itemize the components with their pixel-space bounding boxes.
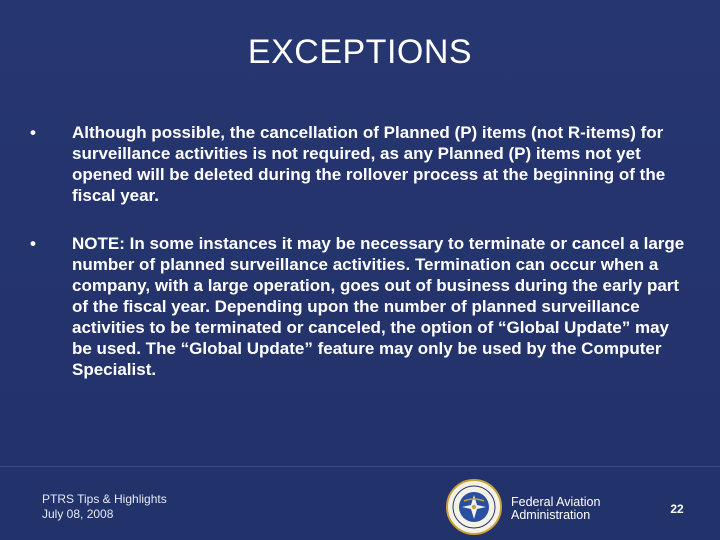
presentation-title: PTRS Tips & Highlights: [42, 492, 167, 506]
bullet-text: NOTE: In some instances it may be necessary to terminate or cancel a large number of planned surveillance activities. Termination can occur when a company, with a large operation, goes out of business during the early part of the fiscal year. Depending upon the number of planned surveillance activities to be terminated or canceled, the option of “Global Update” may be used. The “Global Update” feature may only be used by the Computer Specialist.: [72, 234, 685, 379]
presentation-date: July 08, 2008: [42, 507, 114, 521]
bullet-item: [30, 122, 690, 206]
page-number: 22: [670, 502, 684, 516]
bullet-marker: •: [30, 234, 36, 253]
agency-line-2: Administration: [511, 508, 591, 522]
bullet-text: Although possible, the cancellation of Planned (P) items (not R-items) for surveillance activities is not required, as any Planned (P) items not yet opened will be deleted during the rollover process at the beginning of the fiscal year.: [72, 123, 666, 205]
slide-title: EXCEPTIONS: [247, 33, 473, 71]
footer-info: [42, 492, 167, 522]
bullet-item: [30, 233, 690, 380]
faa-seal-icon: [446, 479, 502, 535]
bullet-list: [30, 122, 690, 407]
agency-line-1: Federal Aviation: [511, 495, 601, 509]
agency-name: [511, 496, 600, 522]
bullet-marker: •: [30, 123, 36, 142]
footer-divider: [0, 466, 720, 467]
